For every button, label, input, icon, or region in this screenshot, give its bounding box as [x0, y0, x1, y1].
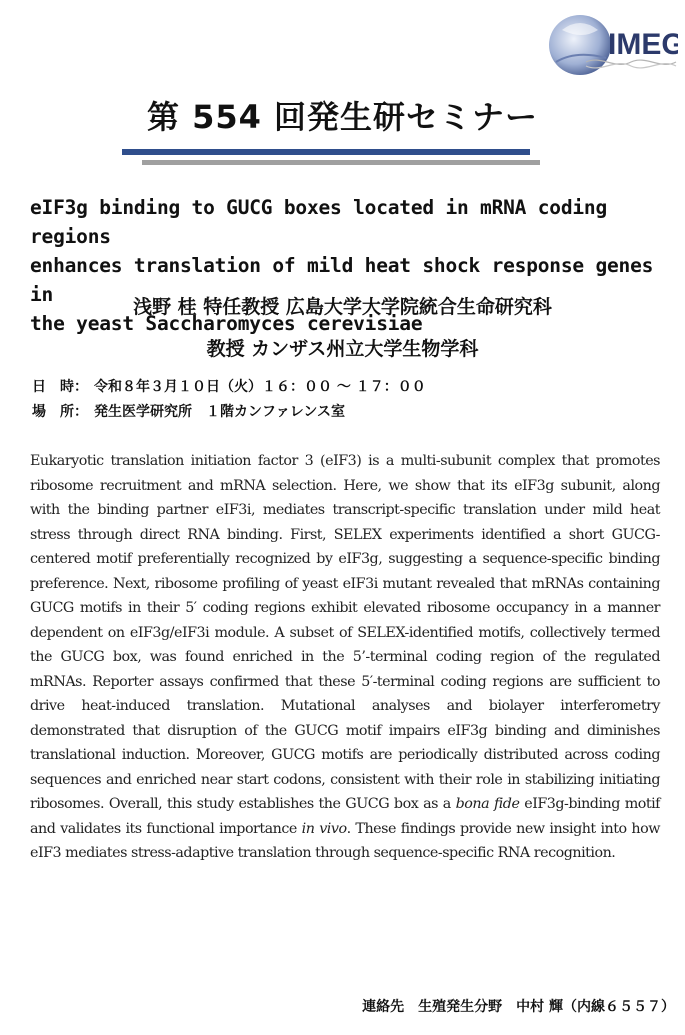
- abstract-italic: bona fide: [455, 796, 520, 812]
- date-row: [32, 376, 426, 396]
- seminar-title: 第 554 回発生研セミナー: [146, 98, 539, 136]
- title-underline-blue: [122, 149, 530, 155]
- date-value: 令和８年３月１０日（火）１６：００ ～ １７：００: [94, 379, 426, 395]
- place-row: [32, 401, 345, 421]
- abstract-part: . These findings provide new insight into how eIF3 mediates stress-adaptive translation through sequence-specific RNA recognition.: [30, 820, 660, 861]
- abstract-part: Eukaryotic translation initiation factor 3 (eIF3) is a multi-subunit complex that promotes ribosome recruitment and mRNA selection. Here, we show that its eIF3g subunit, along with the binding partner eIF3i, mediates transcript-specific translation under mild heat stress through direct RNA binding. First, SELEX experiments identified a short GUCG-centered motif preferentially recognized by eIF3g, suggesting a sequence-specific binding preference. Next, ribosome profiling of yeast eIF3i mutant revealed that mRNAs containing GUCG motifs in their 5′ coding regions exhibit elevated ribosome occupancy in a manner dependent on eIF3g/eIF3i module. A subset of SELEX-identified motifs, collectively termed the GUCG box, was found enriched in the 5’-terminal coding region of the regulated mRNAs. Reporter assays confirmed that these 5′-terminal coding regions are sufficient to drive heat-induced translation. Mutational analyses and biolayer interferometry demonstrated that disruption of the GUCG motif impairs eIF3g binding and diminishes translational induction. Moreover, GUCG motifs are periodically distributed across coding sequences and enriched near start codons, consistent with their role in stabilizing initiating ribosomes. Overall, this study establishes the GUCG box as a: [30, 453, 660, 812]
- abstract-part: eIF3g-binding motif and validates its functional importance: [30, 796, 660, 837]
- speaker-affiliation-1: 浅野 桂 特任教授 広島大学大学院統合生命研究科: [133, 296, 552, 318]
- imeg-logo: [546, 10, 678, 80]
- talk-title-line: the yeast Saccharomyces cerevisiae: [30, 312, 423, 335]
- place-label: 場 所：: [32, 404, 88, 420]
- abstract-text: [30, 449, 660, 866]
- contact-info: 連絡先 生殖発生分野 中村 輝（内線６５５７）: [362, 999, 675, 1015]
- title-underline-gray: [142, 160, 540, 165]
- place-value: 発生医学研究所 １階カンファレンス室: [94, 404, 345, 420]
- talk-title-line: eIF3g binding to GUCG boxes located in mRNA coding regions: [30, 196, 607, 248]
- speaker-affiliation-2: 教授 カンザス州立大学生物学科: [206, 338, 479, 360]
- logo-text: IMEG: [608, 28, 678, 61]
- date-label: 日 時：: [32, 379, 88, 395]
- talk-title-line: enhances translation of mild heat shock response genes in: [30, 254, 654, 306]
- abstract-italic: in vivo: [301, 820, 347, 837]
